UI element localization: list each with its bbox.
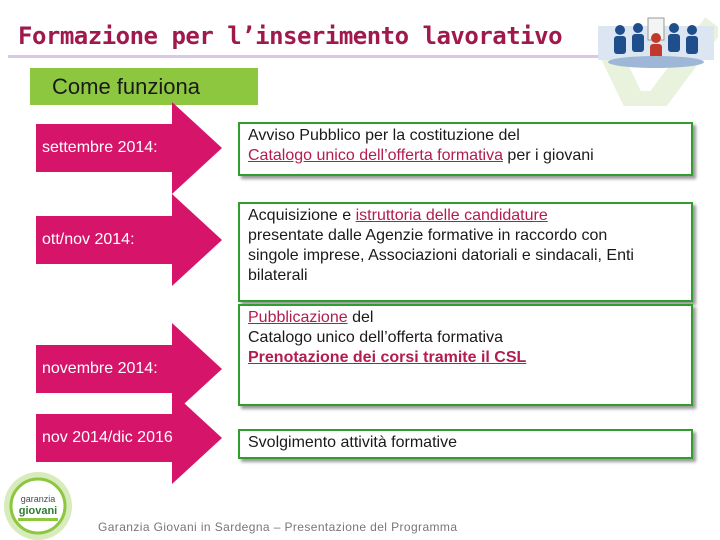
- svg-text:garanzia: garanzia: [20, 494, 56, 504]
- description-text: Avviso Pubblico per la costituzione del: [248, 127, 520, 144]
- description-text: Svolgimento attività formative: [248, 434, 457, 451]
- svg-text:giovani: giovani: [18, 505, 58, 517]
- description-line: [248, 246, 683, 266]
- description-text: Pubblicazione: [248, 309, 348, 326]
- description-text: Acquisizione e: [248, 207, 356, 224]
- meeting-people-icon: [590, 6, 718, 106]
- timeline-date: novembre 2014:: [42, 360, 158, 377]
- description-text: per i giovani: [502, 147, 594, 164]
- description-text: Catalogo unico dell’offerta formativa: [248, 147, 503, 164]
- description-line: [248, 226, 683, 246]
- timeline-date: settembre 2014:: [42, 139, 158, 156]
- timeline-arrow: [36, 194, 222, 286]
- description-line: [248, 266, 683, 286]
- section-subtitle: Come funziona: [52, 74, 200, 99]
- footer-text: Garanzia Giovani in Sardegna – Presentazione del Programma: [98, 520, 458, 534]
- description-text: Prenotazione dei corsi tramite il CSL: [248, 349, 527, 366]
- description-text: Catalogo unico dell’offerta formativa: [248, 329, 503, 346]
- subtitle-box: [30, 68, 258, 105]
- page-title: Formazione per l’inserimento lavorativo: [18, 22, 563, 50]
- description-text: bilaterali: [248, 267, 308, 284]
- description-line: [248, 433, 683, 453]
- description-line: [248, 308, 683, 328]
- description-line: [248, 328, 683, 348]
- description-text: presentate dalle Agenzie formative in raccordo con: [248, 227, 608, 244]
- description-line: [248, 206, 683, 226]
- description-line: [248, 126, 683, 146]
- description-text: singole imprese, Associazioni datoriali e sindacali, Enti: [248, 247, 634, 264]
- description-line: [248, 348, 683, 368]
- timeline-arrow: [36, 102, 222, 194]
- timeline-date: ott/nov 2014:: [42, 231, 135, 248]
- timeline-description: [238, 122, 693, 176]
- description-line: [248, 146, 683, 166]
- description-text: istruttoria delle candidature: [355, 207, 548, 224]
- timeline-description: [238, 202, 693, 302]
- garanzia-giovani-logo: [0, 470, 80, 540]
- timeline-description: [238, 304, 693, 406]
- timeline-description: [238, 429, 693, 459]
- timeline-date: nov 2014/dic 2016: [42, 429, 173, 446]
- title-bar: [8, 18, 608, 58]
- description-text: del: [347, 309, 374, 326]
